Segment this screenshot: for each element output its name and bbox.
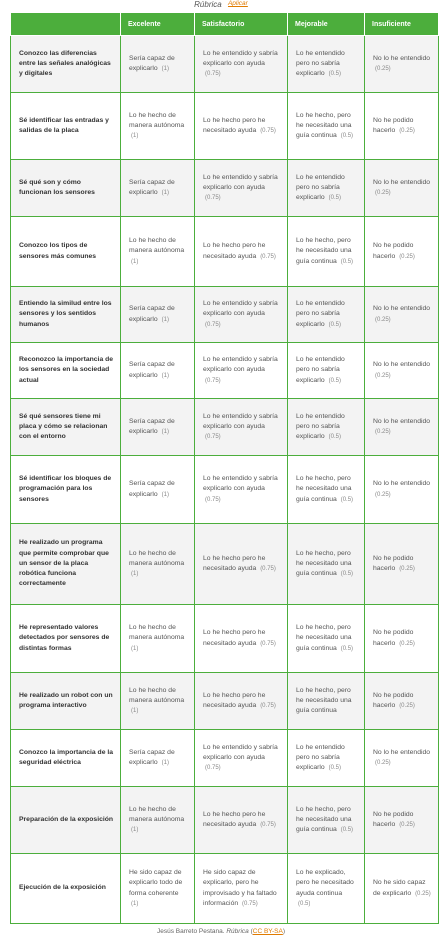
level-score: (0.25): [399, 822, 415, 828]
level-text: No he podido hacerlo: [373, 116, 414, 134]
level-score: (0.25): [399, 703, 415, 709]
level-text: Lo he entendido pero no sabría explicarlo: [296, 173, 345, 202]
level-cell[interactable]: [195, 787, 288, 854]
footer-author: Jesús Barreto Pestana.: [156, 928, 225, 935]
level-cell[interactable]: [195, 399, 288, 456]
level-score: (0.5): [328, 377, 341, 384]
level-score: (0.5): [328, 195, 341, 202]
level-cell[interactable]: [195, 287, 288, 343]
level-score: (0.75): [205, 765, 221, 772]
table-row: [11, 93, 439, 160]
criterion-cell: Reconozco la importancia de los sensores en la sociedad actual: [11, 343, 121, 399]
level-score: (0.25): [375, 760, 391, 766]
level-score: (1): [161, 190, 169, 196]
level-cell[interactable]: [195, 524, 288, 605]
level-score: (0.5): [298, 900, 311, 907]
table-row: [11, 217, 439, 287]
level-cell[interactable]: [121, 343, 195, 399]
table-row: [11, 399, 439, 456]
level-score: (1): [131, 900, 139, 907]
level-text: Lo he entendido y sabría explicarlo con ayuda: [203, 475, 278, 493]
level-text: Lo he entendido pero no sabría explicarlo: [296, 356, 345, 384]
level-score: (0.5): [328, 434, 341, 441]
level-text: Lo he hecho, pero he necesitado una guía continua: [296, 624, 352, 652]
level-text: Lo he hecho, pero he necesitado una guía continua: [296, 237, 352, 265]
table-row: [11, 524, 439, 605]
criterion-cell: Conozco las diferencias entre las señales analógicas y digitales: [11, 36, 121, 93]
level-text: Lo he entendido y sabría explicarlo con ayuda: [203, 356, 278, 374]
level-text: He sido capaz de explicarlo todo de forma coherente: [129, 869, 183, 897]
criterion-cell: Entiendo la similud entre los sensores y los sentidos humanos: [11, 287, 121, 343]
table-row: [11, 456, 439, 524]
level-cell[interactable]: [121, 524, 195, 605]
level-text: No lo he entendido: [373, 748, 431, 756]
criterion-cell: Preparación de la exposición: [11, 787, 121, 854]
level-score: (0.25): [375, 190, 391, 196]
level-score: (0.25): [375, 372, 391, 379]
level-cell[interactable]: [365, 93, 439, 160]
level-text: No he podido hacerlo: [373, 691, 414, 709]
level-score: (0.25): [399, 640, 415, 647]
table-row: [11, 787, 439, 854]
level-text: Lo he entendido y sabría explicarlo con ayuda: [203, 49, 278, 67]
level-cell[interactable]: [195, 730, 288, 787]
level-score: (1): [161, 372, 169, 379]
level-text: Lo he hecho, pero he necesitado una guía continua: [296, 111, 352, 140]
level-cell[interactable]: [288, 217, 365, 287]
level-score: (0.75): [260, 253, 276, 260]
level-text: No lo he entendido: [373, 54, 431, 62]
level-cell[interactable]: [195, 160, 288, 217]
level-cell[interactable]: [288, 673, 365, 730]
level-score: (1): [131, 708, 139, 715]
level-score: (1): [161, 760, 169, 766]
table-row: [11, 605, 439, 673]
level-text: Lo he entendido pero no sabría explicarlo: [296, 743, 345, 772]
level-score: (1): [161, 316, 169, 323]
level-cell[interactable]: [288, 399, 365, 456]
level-text: No lo he entendido: [373, 305, 431, 313]
criterion-cell: He realizado un programa que permite comprobar que un sensor de la placa robótica funciona correctamente: [11, 524, 121, 605]
criterion-cell: Sé identificar los bloques de programación para los sensores: [11, 456, 121, 524]
level-text: Lo he entendido pero no sabría explicarlo: [296, 300, 345, 328]
level-score: (0.75): [205, 71, 221, 78]
level-text: Lo he hecho, pero he necesitado una guía continua: [296, 475, 352, 503]
level-cell[interactable]: [195, 36, 288, 93]
level-score: (0.25): [375, 429, 391, 435]
level-cell[interactable]: [365, 524, 439, 605]
level-cell[interactable]: [365, 730, 439, 787]
level-cell[interactable]: [121, 287, 195, 343]
level-score: (0.5): [340, 133, 354, 140]
header-excelente: Excelente: [121, 13, 195, 36]
level-text: Lo he hecho de manera autónoma: [129, 686, 185, 704]
level-text: Sería capaz de explicarlo: [129, 417, 175, 435]
level-cell[interactable]: [288, 854, 365, 924]
level-text: Sería capaz de explicarlo: [129, 748, 175, 766]
level-text: No he podido hacerlo: [373, 629, 414, 647]
level-text: Sería capaz de explicarlo: [129, 178, 175, 196]
level-score: (0.25): [375, 316, 391, 323]
level-cell[interactable]: [365, 287, 439, 343]
criterion-cell: Conozco la importancia de la seguridad eléctrica: [11, 730, 121, 787]
level-text: Lo he hecho de manera autónoma: [129, 805, 185, 823]
level-text: He sido capaz de explicarlo, pero he improvisado y ha faltado información: [203, 869, 277, 907]
level-text: Lo he hecho, pero he necesitado una guía continua: [296, 686, 352, 715]
level-text: Lo he hecho pero he necesitado ayuda: [203, 242, 266, 260]
level-cell[interactable]: [121, 854, 195, 924]
level-score: (1): [131, 258, 139, 265]
rubric-caption-title: Rúbrica: [194, 0, 222, 9]
level-score: (1): [161, 429, 169, 435]
table-row: [11, 36, 439, 93]
level-cell[interactable]: [365, 160, 439, 217]
level-score: (0.5): [340, 645, 354, 652]
level-text: No he podido hacerlo: [373, 554, 414, 572]
level-text: No lo he entendido: [373, 361, 431, 369]
level-cell[interactable]: [121, 36, 195, 93]
level-text: Lo he hecho de manera autónoma: [129, 549, 185, 567]
criterion-cell: Conozco los tipos de sensores más comunes: [11, 217, 121, 287]
level-score: (0.75): [205, 496, 221, 503]
criterion-cell: He representado valores detectados por sensores de distintas formas: [11, 605, 121, 673]
criterion-cell: Ejecución de la exposición: [11, 854, 121, 924]
level-cell[interactable]: [121, 730, 195, 787]
level-text: Lo he hecho de manera autónoma: [129, 111, 185, 129]
level-cell[interactable]: [288, 730, 365, 787]
criterion-cell: Sé qué sensores tiene mi placa y cómo se relacionan con el entorno: [11, 399, 121, 456]
table-row: [11, 673, 439, 730]
level-score: (0.25): [375, 491, 391, 498]
level-cell[interactable]: [121, 217, 195, 287]
level-score: (1): [131, 133, 139, 140]
level-cell[interactable]: [288, 456, 365, 524]
level-score: (0.75): [205, 321, 221, 328]
level-cell[interactable]: [365, 605, 439, 673]
criterion-cell: He realizado un robot con un programa interactivo: [11, 673, 121, 730]
level-score: (0.5): [340, 258, 354, 265]
level-score: (0.75): [260, 703, 276, 709]
level-cell[interactable]: [195, 854, 288, 924]
level-text: Lo he hecho pero he necesitado ayuda: [203, 554, 266, 572]
level-text: Lo he entendido y sabría explicarlo con ayuda: [203, 300, 278, 318]
level-text: Sería capaz de explicarlo: [129, 54, 175, 72]
level-cell[interactable]: [195, 93, 288, 160]
level-cell[interactable]: [195, 217, 288, 287]
level-text: Lo he hecho pero he necesitado ayuda: [203, 810, 266, 828]
level-cell[interactable]: [288, 524, 365, 605]
level-cell[interactable]: [288, 93, 365, 160]
table-row: [11, 343, 439, 399]
header-mejorable: Mejorable: [288, 13, 365, 36]
level-cell[interactable]: [121, 399, 195, 456]
level-score: (0.75): [205, 434, 221, 441]
level-cell[interactable]: [365, 456, 439, 524]
level-text: Sería capaz de explicarlo: [129, 305, 175, 323]
level-cell[interactable]: [365, 343, 439, 399]
level-cell[interactable]: [365, 217, 439, 287]
level-text: Lo he hecho de manera autónoma: [129, 237, 185, 255]
level-text: Lo he explicado, pero he necesitado ayuda continua: [296, 869, 354, 897]
level-score: (0.25): [399, 253, 415, 260]
level-text: Sería capaz de explicarlo: [129, 480, 175, 498]
level-score: (1): [131, 827, 139, 834]
level-text: Lo he hecho, pero he necesitado una guía continua: [296, 549, 352, 578]
level-cell[interactable]: [288, 343, 365, 399]
level-text: No lo he entendido: [373, 178, 431, 186]
level-text: Lo he hecho pero he necesitado ayuda: [203, 691, 266, 709]
rubric-caption: [0, 0, 442, 12]
level-cell[interactable]: [365, 854, 439, 924]
level-cell[interactable]: [195, 605, 288, 673]
level-cell[interactable]: [121, 605, 195, 673]
level-cell[interactable]: [288, 605, 365, 673]
level-score: (0.5): [340, 571, 354, 578]
attribution-footer: Jesús Barreto Pestana. Rúbrica (CC BY-SA): [156, 928, 286, 935]
level-score: (0.75): [260, 640, 276, 647]
level-text: No lo he entendido: [373, 480, 431, 488]
table-body: [11, 36, 439, 924]
level-text: Lo he entendido y sabría explicarlo con ayuda: [203, 743, 278, 761]
level-score: (0.25): [415, 890, 431, 897]
level-score: (0.5): [340, 496, 354, 503]
level-score: (0.75): [260, 128, 276, 134]
level-score: (1): [161, 66, 169, 72]
table-row: [11, 854, 439, 924]
level-cell[interactable]: [121, 456, 195, 524]
level-score: (1): [131, 645, 139, 652]
header-criterion: [11, 13, 121, 36]
level-score: (0.25): [375, 66, 391, 72]
level-cell[interactable]: [121, 160, 195, 217]
rubric-table: [10, 12, 439, 924]
level-score: (0.75): [205, 377, 221, 384]
level-cell[interactable]: [288, 160, 365, 217]
table-row: [11, 730, 439, 787]
level-score: (0.75): [205, 195, 221, 202]
level-cell[interactable]: [365, 673, 439, 730]
level-score: (0.25): [399, 566, 415, 572]
level-cell[interactable]: [365, 787, 439, 854]
level-text: Sería capaz de explicarlo: [129, 361, 175, 379]
level-score: (0.5): [328, 321, 341, 328]
table-row: [11, 160, 439, 217]
level-text: Lo he entendido pero no sabría explicarlo: [296, 49, 345, 78]
level-cell[interactable]: [195, 673, 288, 730]
level-score: (0.5): [328, 71, 341, 78]
level-text: No he podido hacerlo: [373, 242, 414, 260]
level-cell[interactable]: [288, 787, 365, 854]
level-cell[interactable]: [121, 673, 195, 730]
level-cell[interactable]: [365, 36, 439, 93]
level-cell[interactable]: [195, 456, 288, 524]
level-text: Lo he entendido pero no sabría explicarlo: [296, 412, 345, 441]
level-text: Lo he hecho, pero he necesitado una guía continua: [296, 805, 352, 834]
level-text: No he sido capaz de explicarlo: [373, 879, 426, 897]
level-cell[interactable]: [121, 787, 195, 854]
level-cell[interactable]: [365, 399, 439, 456]
level-text: Lo he entendido y sabría explicarlo con ayuda: [203, 173, 278, 191]
footer-work-title: Rúbrica: [226, 928, 249, 935]
level-score: (0.5): [340, 827, 354, 834]
license-link[interactable]: CC BY-SA: [252, 928, 283, 935]
header-insuficiente: Insuficiente: [365, 13, 439, 36]
level-cell[interactable]: [288, 36, 365, 93]
level-text: Lo he hecho pero he necesitado ayuda: [203, 629, 266, 647]
apply-link[interactable]: Aplicar: [227, 0, 248, 7]
level-score: (1): [161, 491, 169, 498]
level-text: Lo he entendido y sabría explicarlo con ayuda: [203, 412, 278, 430]
criterion-cell: Sé qué son y cómo funcionan los sensores: [11, 160, 121, 217]
level-text: Lo he hecho de manera autónoma: [129, 624, 185, 642]
level-cell[interactable]: [195, 343, 288, 399]
header-satisfactorio: Satisfactorio: [195, 13, 288, 36]
level-text: No lo he entendido: [373, 417, 431, 425]
criterion-cell: Sé identificar las entradas y salidas de la placa: [11, 93, 121, 160]
level-cell[interactable]: [121, 93, 195, 160]
level-cell[interactable]: [288, 287, 365, 343]
table-header-row: [11, 13, 439, 36]
level-score: (0.75): [242, 900, 258, 907]
level-text: No he podido hacerlo: [373, 810, 414, 828]
level-score: (0.75): [260, 822, 276, 828]
level-text: Lo he hecho pero he necesitado ayuda: [203, 116, 266, 134]
level-score: (1): [131, 571, 139, 578]
level-score: (0.25): [399, 128, 415, 134]
table-row: [11, 287, 439, 343]
level-score: (0.5): [328, 765, 341, 772]
level-score: (0.75): [260, 566, 276, 572]
